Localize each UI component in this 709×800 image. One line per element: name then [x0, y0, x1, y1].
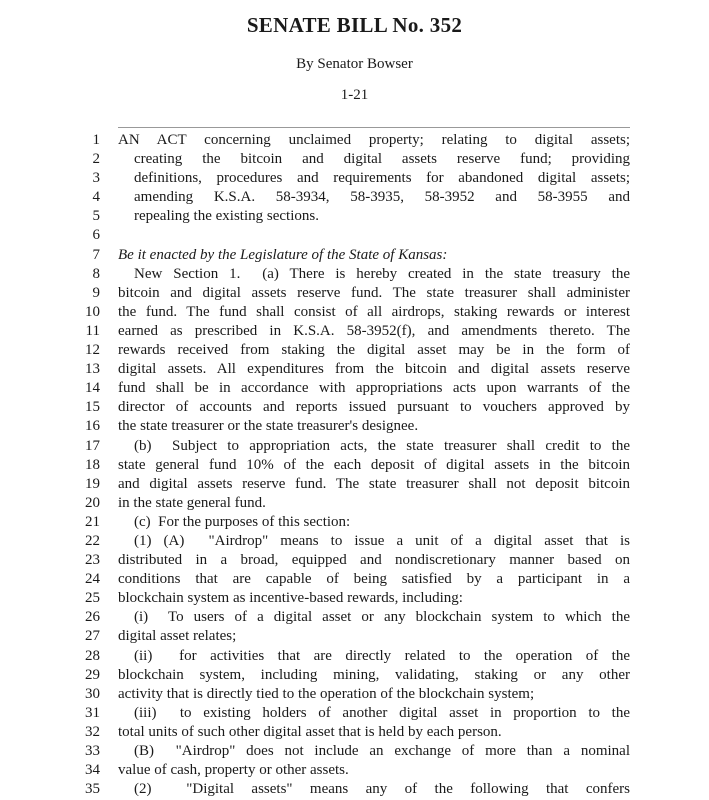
line-text: repealing the existing sections.: [134, 208, 319, 225]
line-text: (2) "Digital assets" means any of the following that confers: [134, 781, 630, 798]
bill-line: [0, 761, 630, 780]
bill-sponsor: By Senator Bowser: [296, 56, 413, 72]
bill-line: [0, 226, 630, 245]
bill-line: [0, 513, 630, 532]
bill-line: [0, 169, 630, 188]
bill-line: [0, 207, 630, 226]
bill-line: [0, 570, 630, 589]
line-text: amending K.S.A. 58-3934, 58-3935, 58-3952 and 58-3955 and: [134, 189, 630, 206]
line-number: 15: [85, 399, 100, 416]
line-text: New Section 1. (a) There is hereby created in the state treasury the: [134, 265, 630, 282]
line-text: rewards received from staking the digital asset may be in the form of: [118, 342, 630, 359]
line-text: [118, 226, 630, 245]
line-number: 5: [92, 208, 100, 225]
line-text: conditions that are capable of being satisfied by a participant in a: [118, 571, 630, 588]
line-number: 6: [92, 227, 100, 244]
line-number: 20: [85, 494, 100, 511]
line-number: 35: [85, 781, 100, 798]
line-text: definitions, procedures and requirements for abandoned digital assets;: [134, 170, 630, 187]
line-number: 25: [85, 590, 100, 607]
line-number: 31: [85, 704, 100, 721]
bill-line: [0, 322, 630, 341]
line-number: 29: [85, 666, 100, 683]
line-text: value of cash, property or other assets.: [118, 762, 349, 779]
bill-header: [0, 0, 709, 104]
bill-line: [0, 360, 630, 379]
line-number: 23: [85, 552, 100, 569]
bill-line: [0, 532, 630, 551]
line-number: 9: [92, 284, 100, 301]
line-text: earned as prescribed in K.S.A. 58-3952(f), and amendments thereto. The: [118, 322, 630, 339]
line-text: the state treasurer or the state treasurer's designee.: [118, 418, 419, 435]
bill-line: [0, 685, 630, 704]
line-number: 28: [85, 647, 100, 664]
bill-line: [0, 265, 630, 284]
line-text: (c) For the purposes of this section:: [134, 513, 351, 530]
line-text: digital asset relates;: [118, 628, 237, 645]
bill-line: [0, 150, 630, 169]
line-number: 19: [85, 475, 100, 492]
bill-line: [0, 494, 630, 513]
line-text: activity that is directly tied to the operation of the blockchain system;: [118, 685, 535, 702]
line-number: 13: [85, 361, 100, 378]
bill-line: [0, 627, 630, 646]
line-number: 2: [92, 151, 100, 168]
bill-line: [0, 303, 630, 322]
line-number: 12: [85, 342, 100, 359]
bill-line: [0, 780, 630, 799]
bill-line: [0, 398, 630, 417]
line-text: fund shall be in accordance with appropriations acts upon warrants of the: [118, 380, 630, 397]
header-divider: [118, 127, 630, 128]
line-number: 33: [85, 743, 100, 759]
bill-line: [0, 284, 630, 303]
line-text: in the state general fund.: [118, 494, 266, 511]
line-number: 32: [85, 723, 100, 740]
line-text: (1) (A) "Airdrop" means to issue a unit of a digital asset that is: [134, 532, 630, 549]
line-text: state general fund 10% of the each deposit of digital assets in the bitcoin: [118, 456, 630, 473]
bill-session-date: 1-21: [340, 87, 369, 103]
line-text: blockchain system, including mining, validating, staking or any other: [118, 666, 630, 683]
bill-line: [0, 589, 630, 608]
line-number: 24: [85, 571, 100, 588]
line-number: 10: [85, 303, 100, 320]
line-number: 1: [92, 132, 100, 148]
line-number: 21: [85, 513, 100, 530]
line-text: the fund. The fund shall consist of all airdrops, staking rewards or interest: [118, 303, 630, 320]
line-text: creating the bitcoin and digital assets reserve fund; providing: [134, 151, 630, 168]
bill-line: [0, 723, 630, 742]
line-number: 4: [92, 189, 100, 206]
line-text: digital assets. All expenditures from the bitcoin and digital assets reserve: [118, 361, 630, 378]
bill-line: [0, 456, 630, 475]
line-text: and digital assets reserve fund. The state treasurer shall not deposit bitcoin: [118, 475, 630, 492]
line-number: 34: [85, 762, 100, 779]
line-number: 14: [85, 380, 100, 397]
bill-title: SENATE BILL No. 352: [246, 13, 463, 37]
bill-line: [0, 417, 630, 436]
line-text: blockchain system as incentive-based rewards, including:: [118, 590, 463, 607]
bill-line: [0, 608, 630, 627]
line-text: distributed in a broad, equipped and nondiscretionary manner based on: [118, 552, 630, 569]
bill-line: [0, 647, 630, 666]
bill-line: [0, 704, 630, 723]
line-text: bitcoin and digital assets reserve fund. The state treasurer shall administer: [118, 284, 630, 301]
line-text: total units of such other digital asset that is held by each person.: [118, 723, 502, 740]
line-text: (i) To users of a digital asset or any blockchain system to which the: [134, 609, 630, 626]
line-number: 27: [85, 628, 100, 645]
line-number: 17: [85, 437, 100, 454]
line-number: 22: [85, 532, 100, 549]
line-text: (iii) to existing holders of another digital asset in proportion to the: [134, 704, 630, 721]
line-text: (B) "Airdrop" does not include an exchange of more than a nominal: [134, 743, 630, 759]
bill-line: [0, 379, 630, 398]
line-number: 18: [85, 456, 100, 473]
bill-line: [0, 246, 630, 265]
bill-line: [0, 131, 630, 150]
line-number: 3: [92, 170, 100, 187]
line-number: 11: [85, 322, 100, 339]
line-text: director of accounts and reports issued pursuant to vouchers approved by: [118, 399, 630, 416]
line-text: Be it enacted by the Legislature of the State of Kansas:: [118, 246, 448, 263]
line-number: 7: [92, 246, 100, 263]
line-text: AN ACT concerning unclaimed property; relating to digital assets;: [118, 132, 630, 148]
bill-line: [0, 666, 630, 685]
bill-line: [0, 475, 630, 494]
line-text: (b) Subject to appropriation acts, the state treasurer shall credit to the: [134, 437, 630, 454]
line-number: 26: [85, 609, 100, 626]
bill-line: [0, 742, 630, 761]
line-number: 16: [85, 418, 100, 435]
bill-line: [0, 551, 630, 570]
line-number: 8: [92, 265, 100, 282]
bill-line: [0, 341, 630, 360]
bill-line: [0, 437, 630, 456]
bill-line: [0, 188, 630, 207]
bill-body: [0, 131, 709, 799]
line-number: 30: [85, 685, 100, 702]
line-text: (ii) for activities that are directly related to the operation of the: [134, 647, 630, 664]
